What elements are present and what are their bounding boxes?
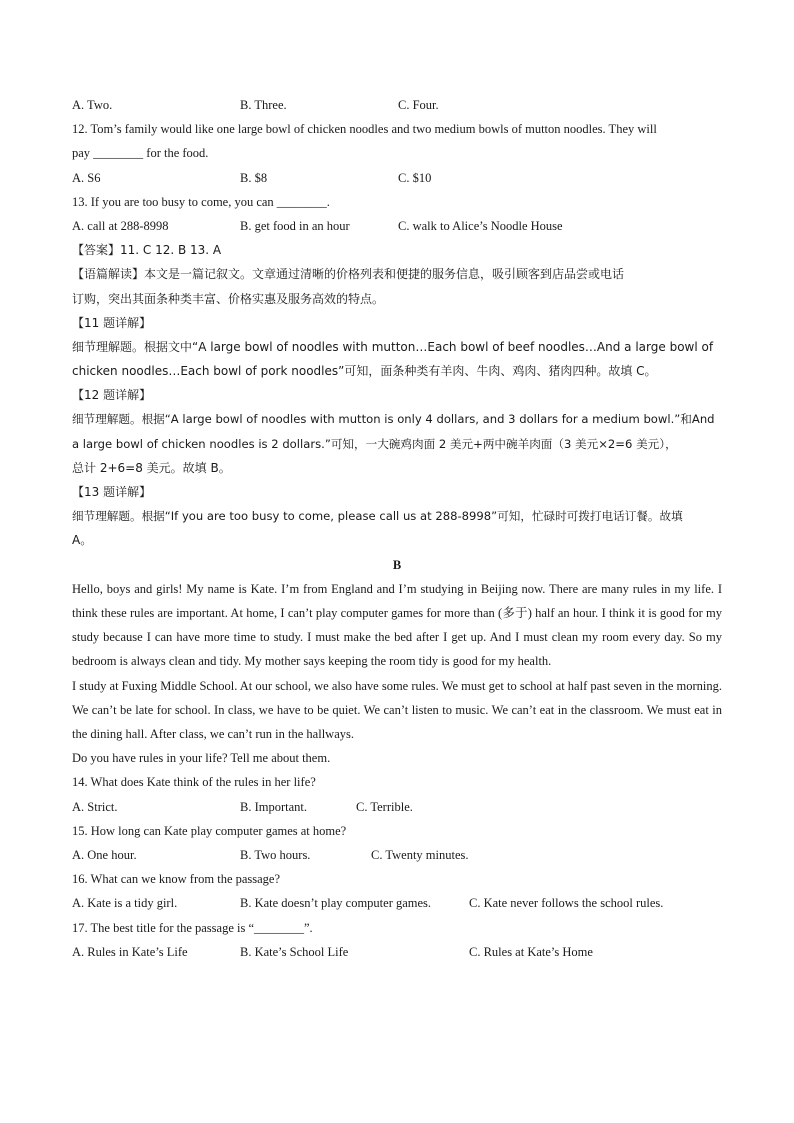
q11-option-b: B. Three.	[240, 98, 287, 112]
q15-options	[72, 843, 722, 867]
q15-option-b: B. Two hours.	[240, 847, 311, 862]
q17-options	[72, 940, 722, 964]
q11-detail-line1: 细节理解题。根据文中“A large bowl of noodles with mutton…Each bowl of beef noodles…And a large bowl of	[72, 339, 714, 354]
q17-option-c: C. Rules at Kate’s Home	[469, 944, 593, 959]
answer-line: 【答案】11. C 12. B 13. A	[72, 243, 222, 258]
q12-stem-line2: pay ________ for the food.	[72, 146, 209, 161]
q12-detail-line1: 细节理解题。根据“A large bowl of noodles with mutton is only 4 dollars, and 3 dollars for a medium bowl.”和And	[72, 412, 715, 427]
q14-option-b: B. Important.	[240, 799, 308, 814]
q12-detail-line2: a large bowl of chicken noodles is 2 dollars.”可知，一大碗鸡肉面 2 美元+两中碗羊肉面（3 美元×2=6 美元），	[72, 436, 677, 451]
q11-detail-heading: 【11 题详解】	[72, 315, 152, 330]
q13-detail-line2: A。	[72, 533, 93, 548]
q16-option-a: A. Kate is a tidy girl.	[72, 896, 178, 911]
q12-detail-heading: 【12 题详解】	[72, 388, 152, 403]
q14-options	[72, 795, 722, 819]
q12-option-b: B. $8	[240, 170, 268, 185]
q13-stem: 13. If you are too busy to come, you can ________.	[72, 194, 330, 209]
q13-option-b: B. get food in an hour	[240, 218, 350, 233]
q12-stem-line1: 12. Tom’s family would like one large bowl of chicken noodles and two medium bowls of mutton noodles. They will	[72, 122, 657, 137]
q11-option-a: A. Two.	[72, 98, 113, 112]
q13-options	[72, 214, 722, 238]
q17-option-a: A. Rules in Kate’s Life	[72, 944, 188, 959]
q12-option-c: C. $10	[398, 170, 432, 185]
q16-stem: 16. What can we know from the passage?	[72, 872, 281, 887]
section-b-title: B	[392, 557, 402, 572]
q11-detail-line2: chicken noodles…Each bowl of pork noodles”可知，面条种类有羊肉、牛肉、鸡肉、猪肉四种。故填 C。	[72, 364, 657, 379]
passage-paragraph-1: Hello, boys and girls! My name is Kate. I’m from England and I’m studying in Beijing now. There are many rules in my life. I think these rules are important. At home, I can’t play computer games for more than (多于) half an hour. I think it is good for my study because I can have more time to study. I must make the bed after I get up. And I must clean my room every day. So my bedroom is always clean and tidy. My mother says keeping the room tidy is good for my health.	[72, 581, 722, 669]
q15-option-a: A. One hour.	[72, 847, 137, 862]
passage-paragraph-2: I study at Fuxing Middle School. At our school, we also have some rules. We must get to school at half past seven in the morning. We can’t be late for school. In class, we have to be quiet. We can’t listen to music. We can’t eat in the classroom. We must eat in the dining hall. After class, we can’t run in the hallways.	[72, 678, 722, 741]
passage-paragraph-3: Do you have rules in your life? Tell me about them.	[72, 751, 331, 766]
q13-option-c: C. walk to Alice’s Noodle House	[398, 218, 563, 233]
q11-option-c: C. Four.	[398, 98, 439, 112]
q13-detail-line1: 细节理解题。根据“If you are too busy to come, please call us at 288-8998”可知，忙碌时可拨打电话订餐。故填	[72, 509, 683, 524]
q17-option-b: B. Kate’s School Life	[240, 944, 349, 959]
q13-detail-heading: 【13 题详解】	[72, 485, 152, 499]
document-page	[72, 93, 722, 964]
q13-option-a: A. call at 288-8998	[72, 218, 169, 233]
intro-line1: 【语篇解读】本文是一篇记叙文。文章通过清晰的价格列表和便捷的服务信息，吸引顾客到店品尝或电话	[72, 267, 625, 282]
q12-detail-line3: 总计 2+6=8 美元。故填 B。	[72, 460, 231, 475]
q16-option-b: B. Kate doesn’t play computer games.	[240, 896, 432, 911]
q12-options	[72, 166, 722, 190]
q15-option-c: C. Twenty minutes.	[371, 847, 469, 862]
q16-options	[72, 891, 722, 915]
q16-option-c: C. Kate never follows the school rules.	[469, 896, 664, 911]
q11-options	[72, 93, 722, 117]
q15-stem: 15. How long can Kate play computer games at home?	[72, 823, 347, 838]
q12-option-a: A. S6	[72, 170, 101, 185]
q14-option-a: A. Strict.	[72, 799, 118, 814]
q17-stem: 17. The best title for the passage is “________”.	[72, 920, 313, 935]
q14-option-c: C. Terrible.	[356, 799, 413, 814]
q14-stem: 14. What does Kate think of the rules in her life?	[72, 775, 316, 790]
intro-line2: 订购，突出其面条种类丰富、价格实惠及服务高效的特点。	[72, 291, 385, 306]
